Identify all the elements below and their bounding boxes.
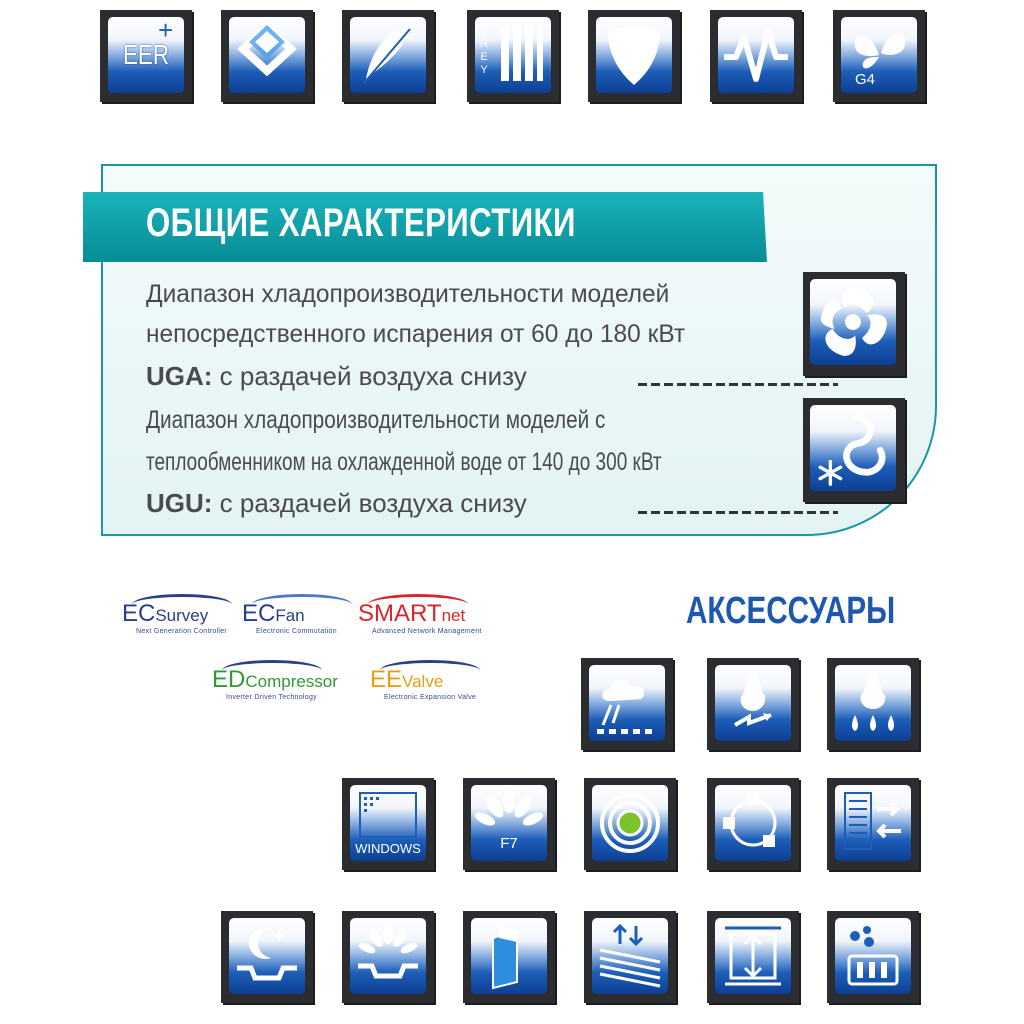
- snowflake-swirl-icon: [810, 405, 896, 491]
- control-panel-icon: [835, 918, 911, 994]
- ecfan-main: EC: [242, 600, 276, 627]
- section-title: ОБЩИЕ ХАРАКТЕРИСТИКИ: [146, 201, 576, 245]
- eevalve-sub: Electronic Expansion Valve: [384, 694, 477, 701]
- f7-label: F7: [500, 835, 518, 852]
- water-heater-icon: [835, 665, 911, 741]
- eevalve-main: EE: [370, 666, 403, 693]
- edcompressor-sub: Inverter Driven Technology: [226, 694, 317, 701]
- grey-panel-tile: [467, 10, 559, 102]
- smartnet-rest: net: [441, 606, 466, 625]
- feather-icon: [350, 17, 426, 93]
- eer-plus-icon: [108, 17, 184, 93]
- ugu-code: UGU:: [146, 488, 213, 518]
- grey-panel-icon: [475, 17, 551, 93]
- f7-filter-icon: [471, 785, 547, 861]
- uga-line: [146, 361, 527, 392]
- plenum-filter-icon: [350, 918, 426, 994]
- ugu-text: с раздачей воздуха снизу: [219, 488, 527, 518]
- windows-label: WINDOWS: [355, 841, 421, 856]
- night-mode-icon: [229, 918, 305, 994]
- plenum-filter-tile: [342, 911, 434, 1003]
- windows-filter-icon: [350, 785, 426, 861]
- shield-tile: [588, 10, 680, 102]
- louver-arrows-tile: [584, 911, 676, 1003]
- butterfly-g4-icon: [841, 17, 917, 93]
- accessories-title: АКСЕССУАРЫ: [686, 590, 896, 632]
- electric-heater-icon: [715, 665, 791, 741]
- ugu-line: [146, 488, 527, 519]
- ugu-tile: [803, 398, 905, 502]
- feather-tile: [342, 10, 434, 102]
- water-heater-tile: [827, 658, 919, 750]
- edcompressor-rest: Compressor: [245, 672, 338, 691]
- ecfan-logo: [242, 600, 337, 635]
- target-sensor-icon: [592, 785, 668, 861]
- wave-tile: [710, 10, 802, 102]
- ecsurvey-sub: Next Generation Controller: [136, 628, 228, 635]
- uga-text: с раздачей воздуха снизу: [219, 361, 527, 391]
- ugu-dash: [638, 511, 838, 514]
- ecfan-rest: Fan: [275, 606, 305, 625]
- smartnet-logo: [358, 600, 482, 635]
- grey-label: GREY: [479, 25, 489, 76]
- shield-icon: [596, 17, 672, 93]
- network-tile: [707, 778, 799, 870]
- eer-label: EER: [122, 39, 170, 70]
- line-3: Диапазон хладопроизводительности моделей с: [146, 406, 606, 434]
- smartnet-sub: Advanced Network Management: [372, 628, 482, 635]
- edcompressor-logo: [212, 666, 338, 701]
- edcompressor-main: ED: [212, 666, 246, 693]
- layers-tile: [221, 10, 313, 102]
- eer-plus-sign: +: [158, 17, 174, 45]
- butterfly-g4-tile: [833, 10, 925, 102]
- target-sensor-tile: [584, 778, 676, 870]
- f7-filter-tile: [463, 778, 555, 870]
- control-panel-tile: [827, 911, 919, 1003]
- eevalve-rest: Valve: [402, 672, 444, 691]
- network-icon: [715, 785, 791, 861]
- uga-code: UGA:: [146, 361, 213, 391]
- door-panel-tile: [463, 911, 555, 1003]
- louver-arrows-icon: [592, 918, 668, 994]
- ecsurvey-rest: Survey: [155, 606, 209, 625]
- vertical-flow-icon: [715, 918, 791, 994]
- windows-filter-tile: [342, 778, 434, 870]
- electric-heater-tile: [707, 658, 799, 750]
- smartnet-main: SMART: [358, 600, 442, 627]
- line-2: непосредственного испарения от 60 до 180 кВт: [146, 320, 686, 348]
- line-4: теплообменником на охлажденной воде от 140 до 300 кВт: [146, 448, 662, 476]
- steam-humidifier-icon: [589, 665, 665, 741]
- steam-humidifier-tile: [581, 658, 673, 750]
- vertical-flow-tile: [707, 911, 799, 1003]
- damper-arrows-icon: [835, 785, 911, 861]
- night-mode-tile: [221, 911, 313, 1003]
- uga-dash: [638, 383, 838, 386]
- ecsurvey-logo: [122, 600, 228, 635]
- ecsurvey-main: EC: [122, 600, 156, 627]
- damper-arrows-tile: [827, 778, 919, 870]
- ecfan-sub: Electronic Commutation: [256, 628, 337, 635]
- door-panel-icon: [471, 918, 547, 994]
- line-1: Диапазон хладопроизводительности моделей: [146, 280, 670, 308]
- layers-icon: [229, 17, 305, 93]
- eer-plus-tile: [100, 10, 192, 102]
- g4-label: G4: [855, 71, 876, 88]
- fan-swirl-icon: [810, 279, 896, 365]
- wave-icon: [718, 17, 794, 93]
- uga-tile: [803, 272, 905, 376]
- eevalve-logo: [370, 666, 477, 701]
